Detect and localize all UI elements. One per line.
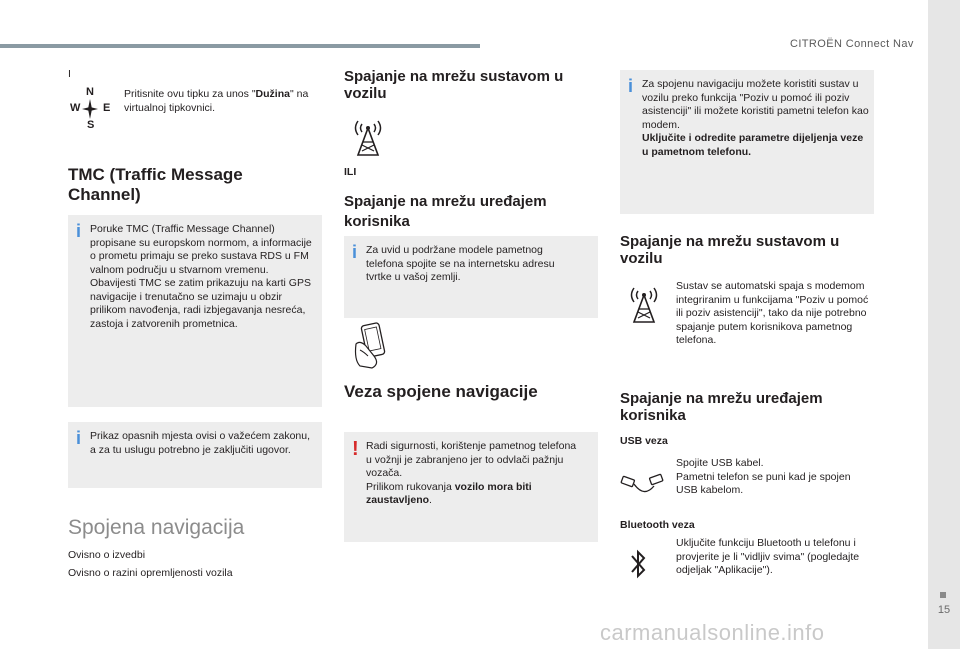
tmc-title: TMC (Traffic Message Channel) [68, 165, 243, 204]
danger-info-text: Prikaz opasnih mjesta ovisi o važećem zakonu, a za tu uslugu potrebno je zaključiti ugovor. [90, 430, 311, 456]
bluetooth-label: Bluetooth veza [620, 519, 695, 531]
danger-info-box [68, 422, 322, 488]
tmc-info-box [68, 215, 322, 407]
modem-info-text: Za spojenu navigaciju možete koristiti sustav u vozilu preko funkcija "Poziv u pomoć ili poziv asistenciji" ili možete koristiti pametni telefon kao modem. [642, 78, 869, 131]
info-icon: i [352, 242, 358, 262]
compass-icon: N W E S [70, 86, 111, 131]
usb-text: Spojite USB kabel. Pametni telefon se puni kad je spojen USB kabelom. [676, 457, 851, 496]
header-brand: CITROËN Connect Nav [790, 38, 914, 50]
tmc-info-text-1: Poruke TMC (Traffic Message Channel) propisane su europskom normom, a informacije o prometu primaju se preko sustava RDS u FM valnom području u stvarnom vremenu. [90, 223, 312, 276]
page-edge-strip [928, 0, 960, 649]
title-vehicle-connection-2: Spajanje na mrežu sustavom u vozilu [620, 233, 840, 267]
safety-warning-text-2: Prilikom rukovanja vozilo mora biti zaustavljeno. [366, 480, 532, 506]
antenna-icon [626, 282, 662, 324]
condition-line-2: Ovisno o razini opremljenosti vozila [68, 567, 233, 579]
bluetooth-text: Uključite funkciju Bluetooth u telefonu i provjerite je li "vidljiv svima" (pogledajte odjeljak "Aplikacije"). [676, 537, 860, 576]
modem-info-box [620, 70, 874, 214]
title-user-connection: Spajanje na mrežu uređajem korisnika [344, 193, 547, 230]
section-title: Spojena navigacija [68, 516, 245, 539]
header-bar [0, 44, 480, 48]
vehicle-connection-text: Sustav se automatski spaja s modemom integriranim u funkcijama "Poziv u pomoć ili poziv asistenciji", tako da nije potrebno spajanje putem korisnikova pametnog telefona. [676, 280, 869, 346]
safety-warning-box [344, 432, 598, 542]
page-marker [940, 592, 946, 598]
list-marker: I [68, 68, 71, 80]
modem-info-bold-text: Uključite i odredite parametre dijeljenja veze u pametnom telefonu. [642, 132, 864, 158]
page-number: 15 [937, 604, 951, 616]
info-icon: i [76, 221, 82, 241]
watermark: carmanualsonline.info [600, 620, 825, 645]
phone-info-box [344, 236, 598, 318]
title-user-connection-2: Spajanje na mrežu uređajem korisnika [620, 390, 823, 424]
condition-line-1: Ovisno o izvedbi [68, 549, 146, 561]
info-icon: i [628, 76, 634, 96]
phone-info-text: Za uvid u podržane modele pametnog telefona spojite se na internetsku adresu tvrtke u vašoj zemlji. [366, 244, 555, 283]
tmc-info-text-2: Obavijesti TMC se zatim prikazuju na karti GPS navigacije i trenutačno se uzimaju u obzir prilikom navođenja, radi izbjegavanja nesreća, zastoja i zatvorenih prometnica. [90, 277, 311, 330]
bluetooth-icon [630, 548, 646, 580]
usb-cable-icon [620, 468, 664, 500]
usb-label: USB veza [620, 435, 668, 447]
warning-icon: ! [352, 438, 359, 460]
or-label: ILI [344, 166, 357, 178]
safety-warning-text-1: Radi sigurnosti, korištenje pametnog telefona u vožnji je zabranjeno jer to odvlači pažnju vozača. [366, 440, 577, 479]
antenna-icon [350, 115, 386, 157]
title-connected-navigation: Veza spojene navigacije [344, 382, 538, 401]
smartphone-hand-icon [350, 320, 392, 370]
compass-description: Pritisnite ovu tipku za unos "Dužina" na virtualnoj tipkovnici. [124, 88, 309, 114]
title-vehicle-connection: Spajanje na mrežu sustavom u vozilu [344, 68, 564, 102]
info-icon: i [76, 428, 82, 448]
